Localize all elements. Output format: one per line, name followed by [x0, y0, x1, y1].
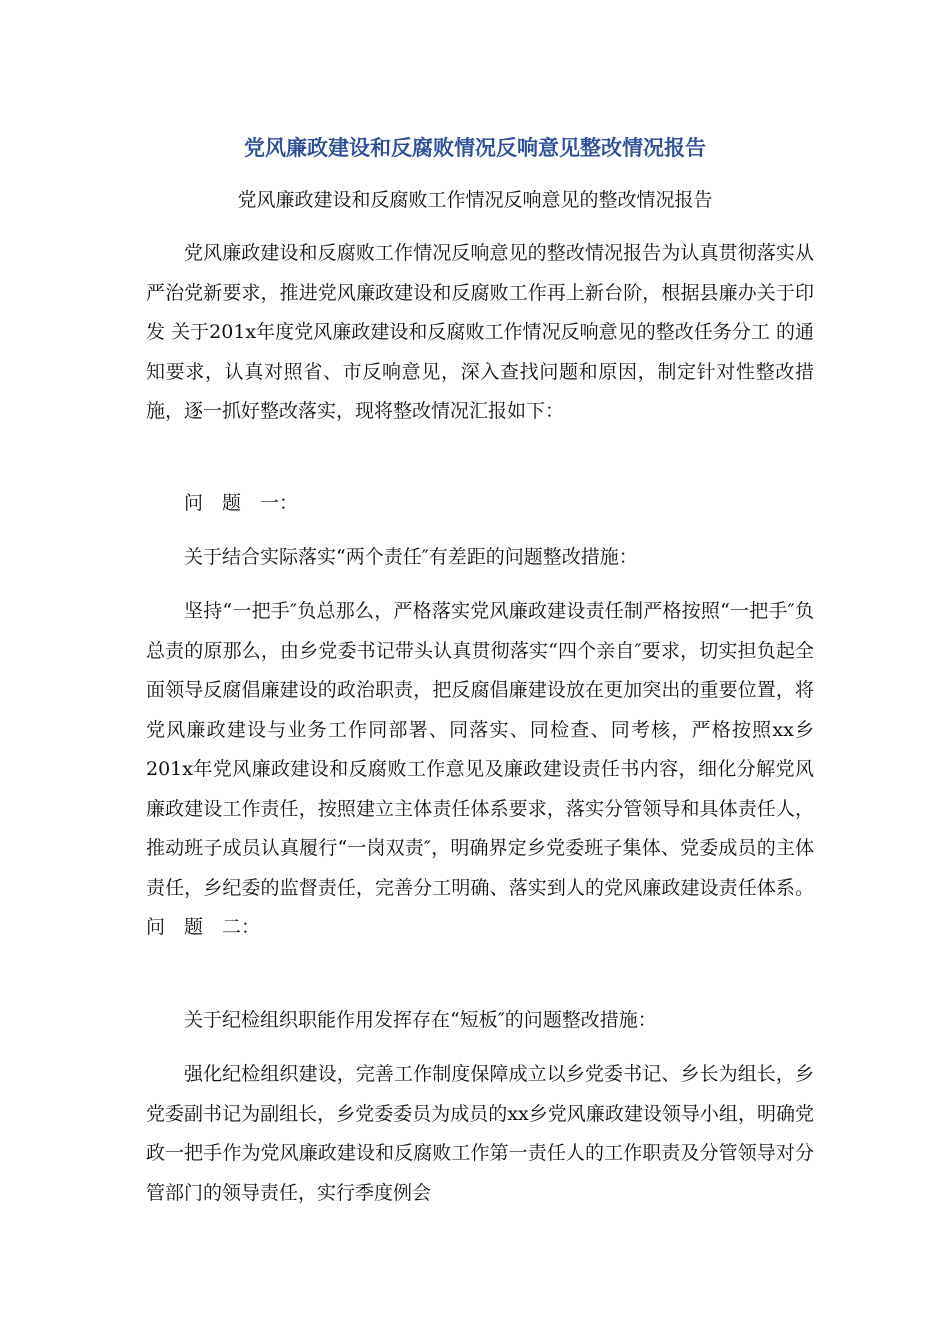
- paragraph-measures-heading-2: 关于纪检组织职能作用发挥存在“短板″的问题整改措施：: [184, 1009, 657, 1031]
- paragraph-measures-1: 坚持“一把手″负总那么，严格落实党风廉政建设责任制严格按照“一把手″负总责的原那么，由乡党委书记带头认真贯彻落实“四个亲自″要求，切实担负起全面领导反腐倡廉建设的政治职责，把反腐倡廉建设放在更加突出的重要位置，将党风廉政建设与业务工作同部署、同落实、同检查、同考核，严格按照xx乡201x年党风廉政建设和反腐败工作意见及廉政建设责任书内容，细化分解党风廉政建设工作责任，按照建立主体责任体系要求，落实分管领导和具体责任人，推动班子成员认真履行“一岗双责″，明确界定乡党委班子集体、党委成员的主体责任，乡纪委的监督责任，完善分工明确、落实到人的党风廉政建设责任体系。问 题 二：: [146, 600, 814, 938]
- heading-problem-one: 问 题 一：: [184, 492, 299, 514]
- document-title: 党风廉政建设和反腐败情况反响意见整改情况报告: [244, 136, 706, 160]
- paragraph-intro: 党风廉政建设和反腐败工作情况反响意见的整改情况报告为认真贯彻落实从严治党新要求，推进党风廉政建设和反腐败工作再上新台阶，根据县廉办关于印发 关于201x年度党风廉政建设和反腐败工作情况反响意见的整改任务分工 的通知要求，认真对照省、市反响意见，深入查找问题和原因，制定针对性整改措施，逐一抓好整改落实，现将整改情况汇报如下：: [146, 242, 814, 422]
- document-subtitle: 党风廉政建设和反腐败工作情况反响意见的整改情况报告: [237, 189, 713, 211]
- paragraph-measures-heading-1: 关于结合实际落实“两个责任″有差距的问题整改措施：: [184, 546, 638, 568]
- paragraph-measures-2: 强化纪检组织建设，完善工作制度保障成立以乡党委书记、乡长为组长，乡党委副书记为副组长，乡党委委员为成员的xx乡党风廉政建设领导小组，明确党政一把手作为党风廉政建设和反腐败工作第一责任人的工作职责及分管领导对分管部门的领导责任，实行季度例会: [146, 1063, 814, 1204]
